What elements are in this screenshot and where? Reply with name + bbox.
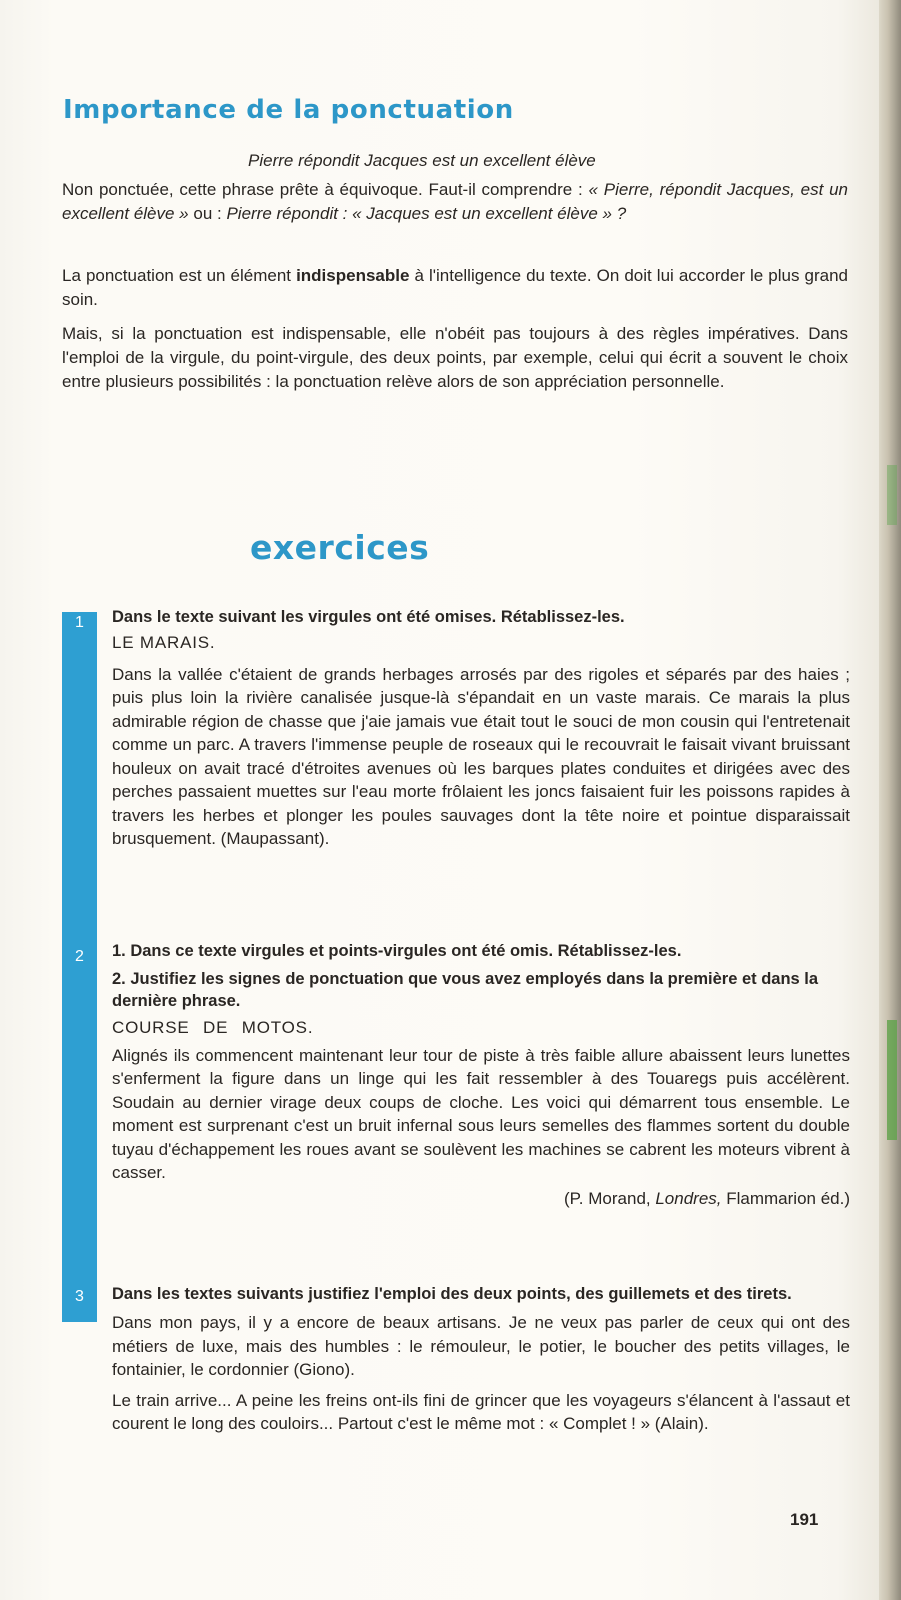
exercise-3 <box>112 1283 850 1436</box>
spine-color-mark <box>887 465 897 525</box>
intro-text: La ponctuation est un élément <box>62 266 297 285</box>
exercise-number: 2 <box>75 948 84 965</box>
intro-paragraph-3: Mais, si la ponctuation est indispensable, elle n'obéit pas toujours à des règles impératives. Dans l'emploi de la virgule, du point-virgule, des deux points, par exemple, celui qui écrit a souvent le choix entre plusieurs possibilités : la ponctuation relève alors de son appréciation personnelle. <box>62 324 848 391</box>
exercise-number: 3 <box>75 1288 84 1305</box>
text-title: LE MARAIS. <box>112 633 216 652</box>
intro-quote-2: Pierre répondit : « Jacques est un excellent élève » ? <box>226 204 627 223</box>
exercise-text: Le train arrive... A peine les freins ont-ils fini de grincer que les voyageurs s'élancent à l'assaut et courent le long des couloirs... Partout c'est le même mot : « Complet ! » (Alain). <box>112 1390 850 1433</box>
citation-work-title: Londres, <box>655 1188 722 1208</box>
spine-color-mark <box>887 1020 897 1140</box>
citation-text: (P. Morand, <box>564 1188 656 1208</box>
text-title: COURSE DE MOTOS. <box>112 1018 314 1037</box>
intro-emphasis: indispensable <box>296 266 410 285</box>
intro-text: Non ponctuée, cette phrase prête à équivoque. Faut-il comprendre : <box>62 180 589 199</box>
exercise-instruction: 2. Justifiez les signes de ponctuation que vous avez employés dans la première et dans la dernière phrase. <box>112 970 819 1010</box>
intro-text: à l'intelligence du texte. On doit lui accorder le plus grand soin. <box>62 266 848 309</box>
exercise-1 <box>112 606 850 851</box>
exercise-number: 1 <box>75 614 84 631</box>
example-sentence: Pierre répondit Jacques est un excellent élève <box>248 151 596 170</box>
exercise-number-bar <box>62 612 97 1322</box>
intro-paragraph-1 <box>62 178 848 226</box>
intro-text: ou : <box>188 204 227 223</box>
intro-paragraph-2 <box>62 264 848 312</box>
exercise-text: Alignés ils commencent maintenant leur tour de piste à très faible allure abaissent leurs lunettes s'enferment la figure dans un linge qui les fait ressembler à des Touaregs puis accélèrent. Soudain au dernier virage deux coups de cloche. Les voici qui démarrent tous ensemble. Le moment est surprenant c'est un bruit infernal sous leurs semelles des flammes sortent du double tuyau d'échappement les roues avant se soulèvent les machines se cabrent les moteurs vibrent à casser. <box>112 1045 850 1182</box>
exercise-instruction: Dans les textes suivants justifiez l'emploi des deux points, des guillemets et des tirets. <box>112 1285 792 1303</box>
exercises-heading: exercices <box>250 528 430 567</box>
section-title: Importance de la ponctuation <box>63 95 514 125</box>
page-number: 191 <box>790 1510 819 1529</box>
exercise-text: Dans mon pays, il y a encore de beaux artisans. Je ne veux pas parler de ceux qui ont des métiers de luxe, mais des humbles : le rémouleur, le potier, le boucher des petits villages, le fontainier, le cordonnier (Giono). <box>112 1313 850 1379</box>
citation-source <box>112 1187 850 1211</box>
citation-text: Flammarion éd.) <box>721 1188 850 1208</box>
book-spine <box>879 0 901 1600</box>
exercise-instruction: Dans le texte suivant les virgules ont été omises. Rétablissez-les. <box>112 608 625 626</box>
intro-quote-1: « Pierre, répondit Jacques, est un excellent élève » <box>62 180 849 223</box>
exercise-text: Dans la vallée c'étaient de grands herbages arrosés par des rigoles et séparés par des haies ; puis plus loin la rivière canalisée jusque-là s'épandait en un vaste marais. Ce marais la plus admirable région de chasse que j'aie jamais vue était tout le souci de mon cousin qui l'entretenait comme un parc. A travers l'immense peuple de roseaux qui le recouvrait le faisait vivant bruissant houleux on avait tracé d'étroites avenues où les barques plates conduites et dirigées avec des perches passaient muettes sur l'eau morte frôlaient les joncs faisaient fuir les poissons rapides à travers les herbes et plonger les poules sauvages dont la tête noire et pointue disparaissait brusquement. (Maupassant). <box>112 664 850 848</box>
exercise-instruction: 1. Dans ce texte virgules et points-virgules ont été omis. Rétablissez-les. <box>112 942 682 960</box>
exercise-2 <box>112 940 850 1210</box>
